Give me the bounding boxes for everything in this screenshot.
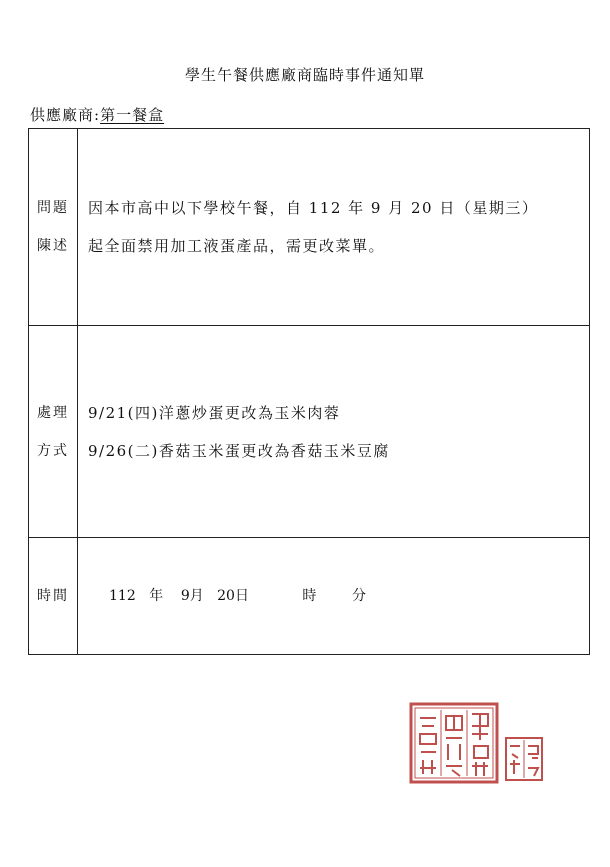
problem-line-2: 起全面禁用加工液蛋產品，需更改菜單。 xyxy=(88,237,386,255)
problem-label xyxy=(29,129,78,325)
time-value: 112 年 9月 20日 時 分 xyxy=(109,588,366,604)
handling-row xyxy=(29,326,589,538)
problem-row xyxy=(29,129,589,326)
vendor-line xyxy=(30,104,164,125)
handling-label xyxy=(29,326,78,537)
time-row xyxy=(29,538,589,654)
problem-line-1: 因本市高中以下學校午餐，自 112 年 9 月 20 日（星期三） xyxy=(88,199,539,217)
vendor-label: 供應廠商: xyxy=(30,106,101,124)
problem-label-line1: 問題 xyxy=(37,200,69,216)
vendor-name: 第一餐盒 xyxy=(100,106,165,124)
time-label xyxy=(29,538,78,654)
seal-stamp-icon xyxy=(408,698,548,790)
time-content xyxy=(109,538,583,654)
handling-label-line2: 方式 xyxy=(37,442,69,459)
time-label-text: 時間 xyxy=(37,588,69,604)
handling-label-line1: 處理 xyxy=(37,404,69,421)
problem-content xyxy=(88,129,583,325)
handling-content xyxy=(88,326,583,537)
notice-form xyxy=(28,128,590,655)
problem-label-line2: 陳述 xyxy=(37,238,69,254)
handling-line-1: 9/21(四)洋蔥炒蛋更改為玉米肉蓉 xyxy=(88,403,341,422)
company-seal xyxy=(408,698,548,790)
document-title: 學生午餐供應廠商臨時事件通知單 xyxy=(184,66,425,84)
handling-line-2: 9/26(二)香菇玉米蛋更改為香菇玉米豆腐 xyxy=(88,441,390,460)
